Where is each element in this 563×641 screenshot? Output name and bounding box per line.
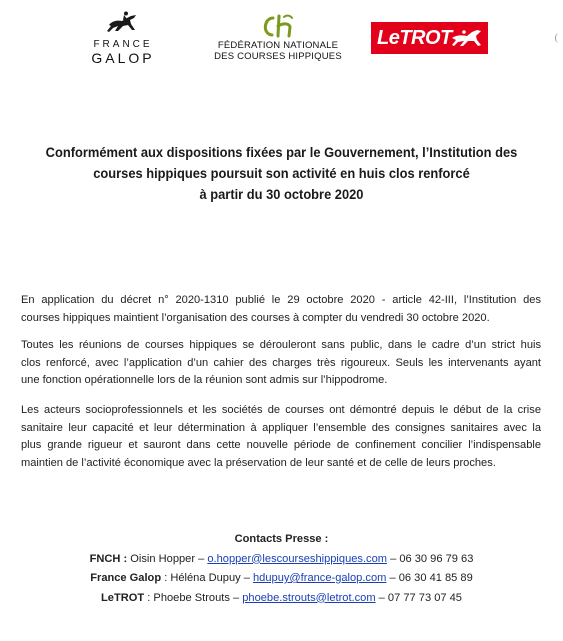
title-line-1: Conformément aux dispositions fixées par le Gouvernement, l’Institution des — [45, 144, 518, 160]
paragraph-line: une fonction opérationnelle lors de la réunion sont admis sur l’hippodrome. — [21, 374, 388, 386]
contact-phone: – 07 77 73 07 45 — [375, 591, 462, 604]
contact-row-france-galop — [0, 569, 563, 589]
france-galop-logo — [68, 10, 178, 68]
france-galop-line2: GALOP — [91, 50, 155, 66]
contact-email-link[interactable]: phoebe.strouts@letrot.com — [242, 591, 376, 604]
logo-header — [0, 0, 563, 80]
paragraph-line: maintien de l’activité économique avec la préservation de leur santé et de celle de leurs proches. — [21, 456, 496, 469]
contact-phone: – 06 30 41 85 89 — [386, 572, 473, 584]
paragraph-line: plus grande rigueur et sauront dans cette nouvelle période de confinement concilier l’indispensable — [21, 439, 541, 451]
page-edge-mark — [555, 33, 562, 43]
paragraph-line: Les acteurs socioprofessionnels et les sociétés de courses ont démontré depuis le début de la crise — [21, 404, 541, 416]
contact-name: : Héléna Dupuy – — [161, 572, 254, 584]
contact-email-link[interactable]: o.hopper@lescourseshippiques.com — [207, 552, 387, 565]
contact-name: : Phoebe Strouts – — [144, 591, 243, 604]
contact-name: Oisin Hopper – — [127, 552, 208, 565]
letrot-logo — [371, 22, 488, 54]
title-line-3: à partir du 30 octobre 2020 — [199, 186, 364, 202]
federation-line1: FÉDÉRATION NATIONALE — [217, 40, 339, 51]
paragraph-line: courses hippiques maintient l’organisation des courses à compter du vendredi 30 octobre 2020. — [21, 311, 490, 324]
trotting-horse-icon — [450, 28, 484, 48]
contact-phone: – 06 30 96 79 63 — [387, 552, 474, 565]
contact-org: LeTROT — [101, 591, 145, 604]
title-line-2: courses hippiques poursuit son activité en huis clos renforcé — [93, 165, 470, 181]
paragraph-line: Toutes les réunions de courses hippiques se dérouleront sans public, dans le cadre d’un strict huis — [21, 339, 541, 351]
paragraph-line: En application du décret n° 2020-1310 publié le 29 octobre 2020 - article 42-III, l’Institution des — [21, 294, 541, 306]
contact-row-fnch — [0, 550, 563, 570]
contact-org: FNCH : — [89, 552, 128, 565]
paragraph-line: clos renforcé, avec l’application d’un cahier des charges très rigoureux. Seuls les intervenants ayant — [21, 356, 541, 369]
federation-ch-mark — [258, 14, 298, 40]
paragraph-2 — [21, 337, 541, 390]
horse-rider-icon — [106, 10, 140, 34]
press-release-title — [45, 142, 519, 205]
contact-org: France Galop — [90, 572, 162, 584]
contact-email-link[interactable]: hdupuy@france-galop.com — [253, 572, 387, 584]
contact-row-letrot — [0, 589, 563, 609]
press-contacts — [0, 530, 563, 608]
contacts-heading: Contacts Presse : — [234, 533, 329, 545]
paragraph-1 — [21, 292, 541, 327]
paragraph-3 — [21, 402, 541, 472]
letrot-wordmark: LeTROT — [377, 27, 452, 49]
france-galop-line1: FRANCE — [93, 39, 153, 50]
federation-logo — [206, 14, 350, 72]
federation-line2: DES COURSES HIPPIQUES — [214, 51, 342, 62]
paragraph-line: sanitaire leur capacité et leur détermination à appliquer l’ensemble des consignes sanitaires avec la — [21, 421, 541, 434]
